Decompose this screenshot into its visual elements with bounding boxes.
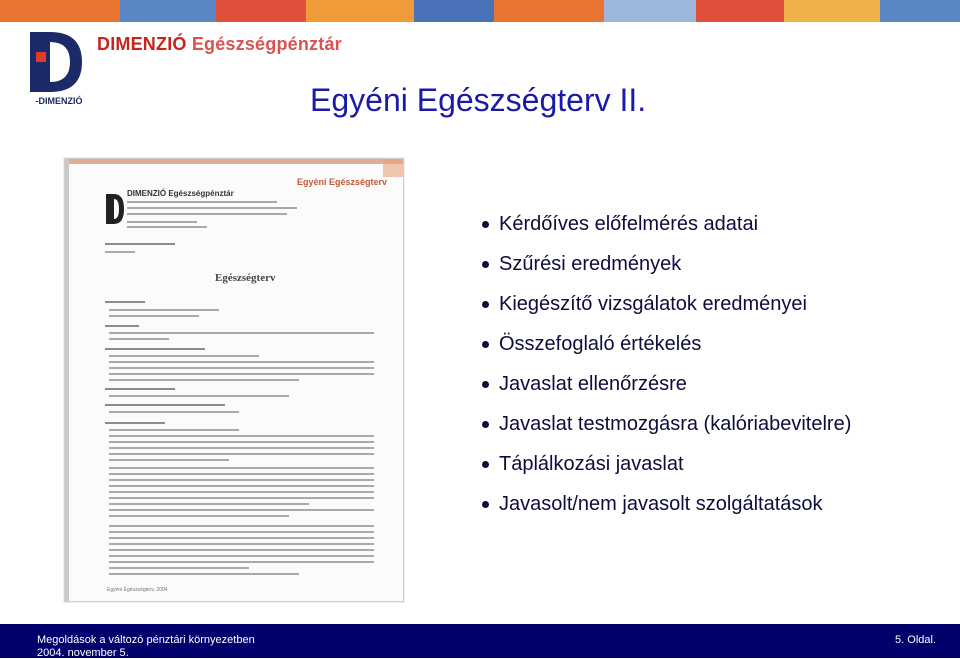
doc-line xyxy=(109,549,374,551)
doc-line xyxy=(109,361,374,363)
stripe-segment xyxy=(604,0,696,22)
doc-line xyxy=(109,367,374,369)
doc-line xyxy=(109,459,229,461)
bullet-dot xyxy=(482,301,489,308)
doc-line xyxy=(109,338,169,340)
logo-text: -DIMENZIÓ xyxy=(35,96,83,106)
doc-line xyxy=(109,453,374,455)
doc-line xyxy=(109,573,299,575)
bullet-text: Összefoglaló értékelés xyxy=(499,333,702,355)
footer-page-number: 5. Oldal. xyxy=(895,634,936,646)
bullet-item xyxy=(478,211,851,251)
doc-line xyxy=(109,543,374,545)
doc-line xyxy=(109,503,309,505)
doc-line xyxy=(109,429,239,431)
doc-line xyxy=(109,531,374,533)
doc-org-name: DIMENZIÓ Egészségpénztár xyxy=(127,189,234,198)
stripe-segment xyxy=(306,0,414,22)
bullet-dot xyxy=(482,461,489,468)
footer-subtitle: Megoldások a változó pénztári környezetben xyxy=(37,634,255,646)
doc-left-edge xyxy=(65,159,69,601)
bullet-item xyxy=(478,411,851,451)
bullet-text: Kérdőíves előfelmérés adatai xyxy=(499,213,759,235)
doc-line xyxy=(109,537,374,539)
stripe-segment xyxy=(120,0,216,22)
doc-line xyxy=(109,497,374,499)
footer-date: 2004. november 5. xyxy=(37,647,129,659)
doc-line xyxy=(109,509,374,511)
doc-line xyxy=(109,447,374,449)
bullet-text: Táplálkozási javaslat xyxy=(499,453,684,475)
bullet-dot xyxy=(482,501,489,508)
doc-top-edge xyxy=(65,159,403,164)
stripe-segment xyxy=(784,0,880,22)
doc-line xyxy=(109,555,374,557)
bullet-text: Szűrési eredmények xyxy=(499,253,682,275)
doc-line xyxy=(105,325,139,327)
doc-line xyxy=(109,379,299,381)
doc-line xyxy=(127,221,197,223)
doc-line xyxy=(127,201,277,203)
doc-line xyxy=(109,567,249,569)
doc-line xyxy=(109,525,374,527)
bullet-dot xyxy=(482,221,489,228)
stripe-segment xyxy=(0,0,120,22)
bullet-text: Javaslat ellenőrzésre xyxy=(499,373,687,395)
bullet-dot xyxy=(482,421,489,428)
bullet-text: Kiegészítő vizsgálatok eredményei xyxy=(499,293,807,315)
doc-line xyxy=(109,309,219,311)
dimenzio-logo xyxy=(26,30,92,106)
doc-line xyxy=(105,388,175,390)
stripe-segment xyxy=(216,0,306,22)
doc-line xyxy=(109,515,289,517)
scanned-document-image xyxy=(64,158,404,602)
bullet-dot xyxy=(482,381,489,388)
doc-line xyxy=(109,355,259,357)
brand-name xyxy=(97,34,342,55)
header-color-stripe xyxy=(0,0,960,22)
stripe-segment xyxy=(696,0,784,22)
doc-line xyxy=(109,441,374,443)
bullet-list xyxy=(478,211,851,531)
doc-header-title: Egyéni Egészségterv xyxy=(297,177,388,187)
doc-line xyxy=(109,561,374,563)
bullet-dot xyxy=(482,341,489,348)
doc-line xyxy=(109,373,374,375)
bullet-text: Javasolt/nem javasolt szolgáltatások xyxy=(499,493,823,515)
doc-corner xyxy=(383,159,403,177)
doc-logo-icon xyxy=(105,193,125,229)
bullet-text: Javaslat testmozgásra (kalóriabevitelre) xyxy=(499,413,852,435)
bullet-item xyxy=(478,291,851,331)
doc-line xyxy=(109,315,199,317)
doc-line xyxy=(105,301,145,303)
doc-line xyxy=(109,479,374,481)
doc-line xyxy=(105,251,135,253)
stripe-segment xyxy=(880,0,960,22)
stripe-segment xyxy=(494,0,604,22)
doc-line xyxy=(105,243,175,245)
doc-line xyxy=(105,348,205,350)
bullet-item xyxy=(478,331,851,371)
bullet-dot xyxy=(482,261,489,268)
doc-line xyxy=(105,422,165,424)
doc-line xyxy=(109,485,374,487)
bullet-item xyxy=(478,251,851,291)
stripe-segment xyxy=(414,0,494,22)
slide-title: Egyéni Egészségterv II. xyxy=(310,82,647,118)
bullet-item xyxy=(478,491,851,531)
doc-line xyxy=(109,473,374,475)
doc-line xyxy=(105,404,225,406)
doc-footer-note: Egyéni Egészségterv, 2004 xyxy=(107,587,168,593)
doc-line xyxy=(109,395,289,397)
doc-line xyxy=(127,226,207,228)
doc-line xyxy=(127,213,287,215)
bullet-item xyxy=(478,451,851,491)
doc-line xyxy=(109,491,374,493)
brand-suffix: Egészségpénztár xyxy=(191,34,342,54)
doc-heading: Egészségterv xyxy=(215,272,276,284)
doc-line xyxy=(127,207,297,209)
doc-line xyxy=(109,411,239,413)
doc-line xyxy=(109,332,374,334)
doc-line xyxy=(109,467,374,469)
brand-prefix: DIMENZIÓ xyxy=(97,34,187,54)
doc-line xyxy=(109,435,374,437)
bullet-item xyxy=(478,371,851,411)
